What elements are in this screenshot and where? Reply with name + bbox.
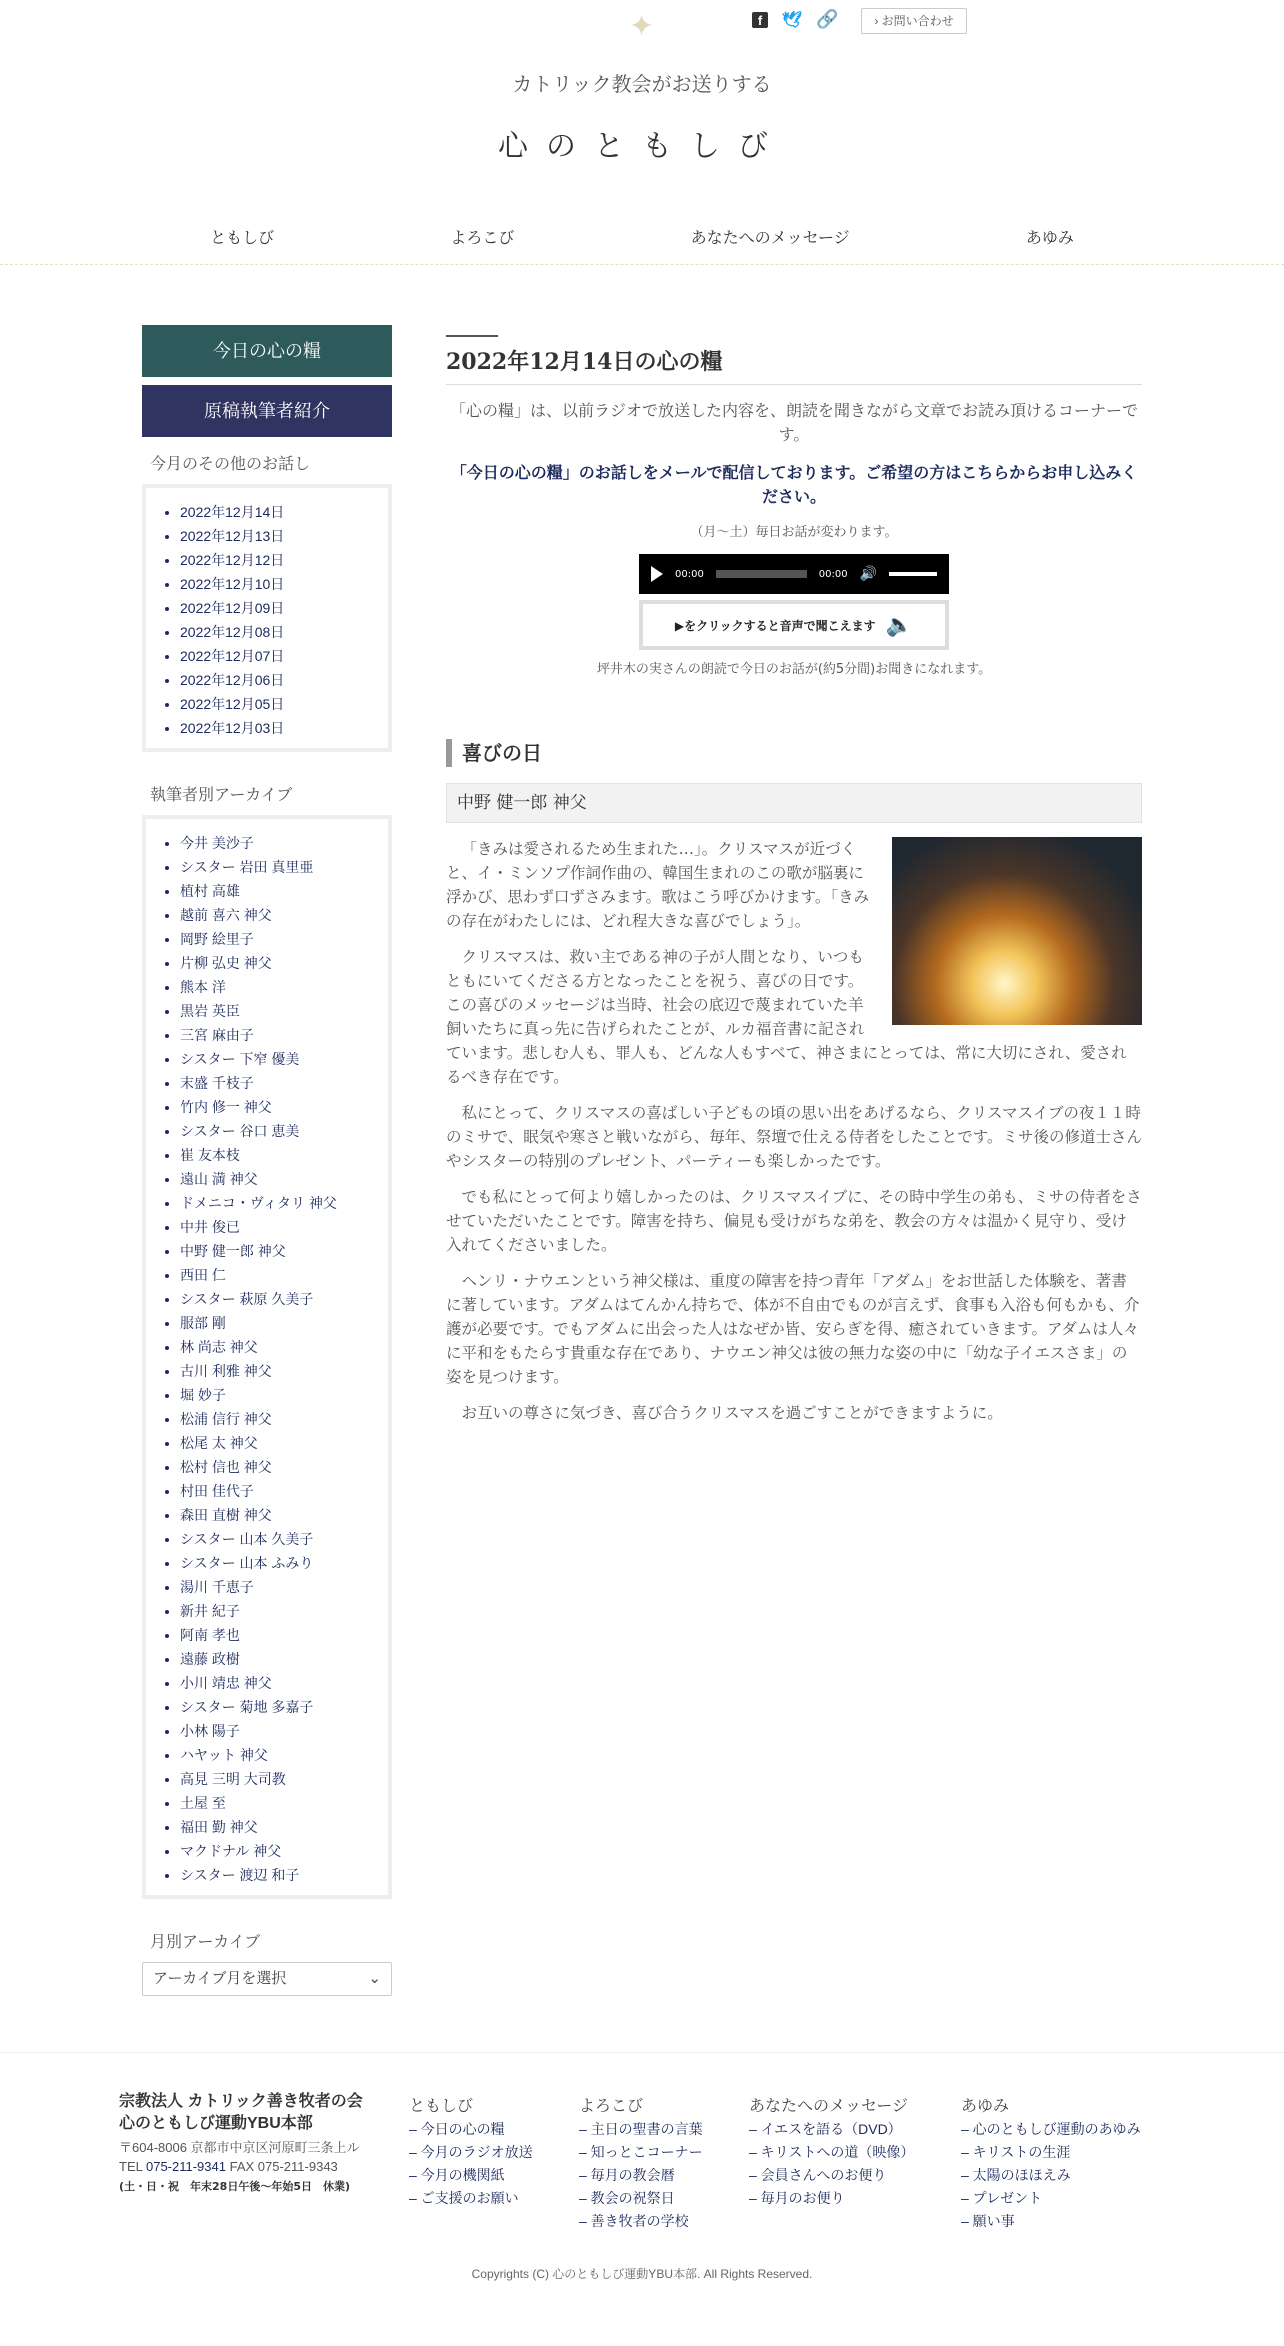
writer-link[interactable]: • 堀 妙子 <box>180 1383 388 1407</box>
footer-link[interactable]: – プレゼント <box>961 2190 1043 2206</box>
nav-yorokobi[interactable]: よろこび <box>450 230 515 247</box>
paragraph: クリスマスは、救い主である神の子が人間となり、いつもともにいてくださる方となったことを祝う、喜びの日です。この喜びのメッセージは当時、社会の底辺で蔑まれていた羊飼いたちに真っ先に告げられたことが、ルカ福音書に記されています。悲しむ人も、罪人も、どんな人もすべて、神さまにとっては、常に大切にされ、愛されるべき存在です。 <box>446 948 1127 1086</box>
writer-link[interactable]: • 熊本 洋 <box>180 975 388 999</box>
footer <box>0 2052 1284 2229</box>
chevron-down-icon: ⌄ <box>368 1970 381 1987</box>
writer-link[interactable]: • 松尾 太 神父 <box>180 1431 388 1455</box>
play-icon[interactable] <box>651 566 663 582</box>
author-name: 中野 健一郎 神父 <box>446 783 1142 823</box>
writer-list-box <box>142 815 392 1899</box>
footer-link[interactable]: – イエスを語る（DVD） <box>749 2121 902 2137</box>
writer-link[interactable]: • 崔 友本枝 <box>180 1143 388 1167</box>
month-select-value: アーカイブ月を選択 <box>153 1970 287 1987</box>
article <box>446 325 1142 1996</box>
writer-link[interactable]: • シスター 岩田 真里亜 <box>180 855 388 879</box>
footer-links <box>579 2118 749 2233</box>
org-name-2: 心のともしび運動YBU本部 <box>119 2115 313 2132</box>
writer-link[interactable]: • 新井 紀子 <box>180 1599 388 1623</box>
writer-link[interactable]: • 松浦 信行 神父 <box>180 1407 388 1431</box>
footer-link[interactable]: – 善き牧者の学校 <box>579 2213 689 2229</box>
writer-link[interactable]: • 西田 仁 <box>180 1263 388 1287</box>
paragraph: 私にとって、クリスマスの喜ばしい子どもの頃の思い出をあげるなら、クリスマスイブの夜１１時のミサで、眠気や寒さと戦いながら、毎年、祭壇で仕える侍者をしたことです。ミサ後の修道士さんやシスターの特別のプレゼント、パーティーも楽しかったです。 <box>446 1104 1142 1170</box>
fax: FAX 075-211-9343 <box>229 2159 338 2174</box>
writer-link[interactable]: • 三宮 麻由子 <box>180 1023 388 1047</box>
twitter-icon[interactable]: 🕊 <box>782 10 803 29</box>
listen-label: ▶をクリックすると音声で聞こえます <box>674 618 876 633</box>
content-wrap <box>142 325 1142 1996</box>
global-nav <box>122 225 1162 248</box>
article-body <box>446 837 1142 1425</box>
site-subtitle: カトリック教会がお送りする <box>512 72 772 96</box>
footer-link[interactable]: – 太陽のほほえみ <box>961 2167 1071 2183</box>
writer-link[interactable]: • 岡野 絵里子 <box>180 927 388 951</box>
writer-link[interactable]: • シスター 萩原 久美子 <box>180 1287 388 1311</box>
writer-heading: 執筆者別アーカイブ <box>150 787 293 804</box>
listen-button[interactable] <box>639 600 949 650</box>
footer-link[interactable]: – 願い事 <box>961 2213 1015 2229</box>
writer-link[interactable]: • 小林 陽子 <box>180 1719 388 1743</box>
site-title[interactable]: 心のともしび <box>498 129 786 164</box>
nav-ayumi[interactable]: あゆみ <box>1025 230 1074 247</box>
footer-column-title[interactable]: よろこび <box>579 2098 644 2115</box>
footer-links <box>749 2118 961 2210</box>
writer-link[interactable]: • シスター 渡辺 和子 <box>180 1863 388 1887</box>
writer-link[interactable]: • 福田 勤 神父 <box>180 1815 388 1839</box>
org-tel <box>119 2159 409 2174</box>
footer-link[interactable]: – 毎月の教会暦 <box>579 2167 675 2183</box>
days-note: （月～土）毎日お話が変わります。 <box>690 525 898 540</box>
footer-link[interactable]: – 教会の祝祭日 <box>579 2190 675 2206</box>
writer-link[interactable]: • 片柳 弘史 神父 <box>180 951 388 975</box>
footer-links <box>961 2118 1161 2233</box>
writer-link[interactable]: • ハヤット 神父 <box>180 1743 388 1767</box>
other-date-link[interactable]: • 2022年12月06日 <box>180 668 388 692</box>
other-date-link[interactable]: • 2022年12月05日 <box>180 692 388 716</box>
other-list-box <box>142 484 392 752</box>
tel-number[interactable]: 075-211-9341 <box>145 2159 226 2174</box>
audio-player <box>639 554 949 594</box>
writer-link[interactable]: • 植村 高雄 <box>180 879 388 903</box>
writer-link[interactable]: • 土屋 至 <box>180 1791 388 1815</box>
footer-link[interactable]: – 今月のラジオ放送 <box>409 2144 533 2160</box>
footer-column-title[interactable]: あゆみ <box>961 2098 1010 2115</box>
total-time: 00:00 <box>818 568 848 580</box>
other-date-link[interactable]: • 2022年12月14日 <box>180 500 388 524</box>
footer-link[interactable]: – 会員さんへのお便り <box>749 2167 887 2183</box>
nativity-image <box>892 837 1142 1025</box>
writer-link[interactable]: • 林 尚志 神父 <box>180 1335 388 1359</box>
mail-link[interactable]: 「今日の心の糧」のお話しをメールで配信しております。ご希望の方はこちらからお申し込みください。 <box>450 463 1138 506</box>
footer-inner <box>119 2091 1161 2233</box>
writers-button[interactable]: 原稿執筆者紹介 <box>142 385 392 437</box>
other-date-link[interactable]: • 2022年12月03日 <box>180 716 388 740</box>
footer-link[interactable]: – 知っとこコーナー <box>579 2144 703 2160</box>
paragraph: ヘンリ・ナウエンという神父様は、重度の障害を持つ青年「アダム」をお世話した体験を、著書に著しています。アダムはてんかん持ちで、体が不自由でものが言えず、食事も入浴も何もかも、介護が必要です。でもアダムに出会った人はなぜか皆、安らぎを得、癒されていきます。アダムは人々に平和をもたらす貴重な存在であり、ナウエン神父は彼の無力な姿の中に「幼な子イエスさま」の姿を見つけます。 <box>446 1272 1140 1386</box>
cross-icon: ✦ <box>629 9 655 44</box>
writer-link[interactable]: • 松村 信也 神父 <box>180 1455 388 1479</box>
writer-link[interactable]: • 小川 靖忠 神父 <box>180 1671 388 1695</box>
nav-tomoshibi[interactable]: ともしび <box>210 230 275 247</box>
section-title: 喜びの日 <box>446 739 1142 767</box>
footer-link[interactable]: – キリストへの道（映像） <box>749 2144 915 2160</box>
paragraph: でも私にとって何より嬉しかったのは、クリスマスイブに、その時中学生の弟も、ミサの侍者をさせていただいたことです。障害を持ち、偏見も受けがちな弟を、教会の方々は温かく見守り、受け入れてくださいました。 <box>446 1188 1142 1254</box>
other-date-link[interactable]: • 2022年12月12日 <box>180 548 388 572</box>
footer-columns <box>409 2091 1161 2233</box>
writer-link[interactable]: • シスター 下窄 優美 <box>180 1047 388 1071</box>
writer-link[interactable]: • 今井 美沙子 <box>180 831 388 855</box>
paragraph: お互いの尊さに気づき、喜び合うクリスマスを過ごすことができますように。 <box>461 1404 1003 1422</box>
month-heading: 月別アーカイブ <box>150 1934 261 1951</box>
footer-link[interactable]: – 今月の機関紙 <box>409 2167 505 2183</box>
writer-link[interactable]: • 越前 喜六 神父 <box>180 903 388 927</box>
writer-link[interactable]: • 湯川 千恵子 <box>180 1575 388 1599</box>
social-links <box>752 9 839 30</box>
nav-message[interactable]: あなたへのメッセージ <box>690 230 850 247</box>
contact-button[interactable]: › お問い合わせ <box>861 8 967 34</box>
writer-link[interactable]: • 竹内 修一 神父 <box>180 1095 388 1119</box>
footer-column <box>409 2091 579 2233</box>
article-intro: 「心の糧」は、以前ラジオで放送した内容を、朗読を聞きながら文章でお読み頂けるコーナーです。 <box>449 401 1138 444</box>
facebook-icon[interactable]: f <box>752 12 768 28</box>
other-date-link[interactable]: • 2022年12月13日 <box>180 524 388 548</box>
paragraph: 「きみは愛されるため生まれた…」。クリスマスが近づくと、イ・ミンソプ作詞作曲の、韓国生まれのこの歌が脳裏に浮かび、思わず口ずさみます。歌はこう呼びかけます。「きみの存在がわたしには、どれ程大きな喜びでしょう」。 <box>446 840 870 930</box>
writer-link[interactable]: • 高見 三明 大司教 <box>180 1767 388 1791</box>
title-dash <box>446 335 498 337</box>
volume-slider[interactable] <box>889 572 937 576</box>
writer-link[interactable]: • 中井 俊已 <box>180 1215 388 1239</box>
footer-column <box>749 2091 961 2233</box>
org-address: 〒604-8006 京都市中京区河原町三条上ル <box>119 2140 360 2155</box>
other-heading: 今月のその他のお話し <box>150 456 311 473</box>
writer-link[interactable]: • シスター 山本 久美子 <box>180 1527 388 1551</box>
footer-link[interactable]: – キリストの生涯 <box>961 2144 1071 2160</box>
footer-column <box>579 2091 749 2233</box>
org-hours: (土・日・祝 年末28日午後〜年始5日 休業) <box>119 2180 351 2193</box>
footer-column-title[interactable]: あなたへのメッセージ <box>749 2098 909 2115</box>
writer-link[interactable]: • 阿南 孝也 <box>180 1623 388 1647</box>
article-title: 2022年12月14日の心の糧 <box>446 345 1142 385</box>
writer-link[interactable]: • 黒岩 英臣 <box>180 999 388 1023</box>
current-time: 00:00 <box>675 568 704 580</box>
footer-column-title[interactable]: ともしび <box>409 2098 474 2115</box>
footer-column <box>961 2091 1161 2233</box>
seek-bar[interactable] <box>716 570 807 578</box>
writer-link[interactable]: • 中野 健一郎 神父 <box>180 1239 388 1263</box>
reader-note: 坪井木の実さんの朗読で今日のお話が(約5分間)お聞きになれます。 <box>596 662 992 677</box>
footer-link[interactable]: – 心のともしび運動のあゆみ <box>961 2121 1141 2137</box>
other-date-link[interactable]: • 2022年12月08日 <box>180 620 388 644</box>
footer-link[interactable]: – ご支援のお願い <box>409 2190 519 2206</box>
other-date-link[interactable]: • 2022年12月07日 <box>180 644 388 668</box>
other-date-link[interactable]: • 2022年12月10日 <box>180 572 388 596</box>
footer-link[interactable]: – 毎月のお便り <box>749 2190 845 2206</box>
speaker-icon: 🔈 <box>885 612 914 638</box>
writer-list <box>180 831 388 1887</box>
writer-link[interactable]: • シスター 菊地 多嘉子 <box>180 1695 388 1719</box>
sidebar <box>142 325 392 1996</box>
writer-link[interactable]: • 森田 直樹 神父 <box>180 1503 388 1527</box>
writer-link[interactable]: • 遠山 満 神父 <box>180 1167 388 1191</box>
contact-label: お問い合わせ <box>881 14 954 28</box>
writer-link[interactable]: • 末盛 千枝子 <box>180 1071 388 1095</box>
writer-link[interactable]: • 服部 剛 <box>180 1311 388 1335</box>
writer-link[interactable]: • マクドナル 神父 <box>180 1839 388 1863</box>
writer-link[interactable]: • シスター 谷口 恵美 <box>180 1119 388 1143</box>
writer-link[interactable]: • シスター 山本 ふみり <box>180 1551 388 1575</box>
topbar <box>0 0 1284 60</box>
volume-icon[interactable]: 🔊 <box>859 566 877 582</box>
footer-link[interactable]: – 今日の心の糧 <box>409 2121 505 2137</box>
org-info <box>119 2091 409 2233</box>
month-select[interactable] <box>142 1962 392 1996</box>
footer-links <box>409 2118 579 2210</box>
footer-link[interactable]: – 主日の聖書の言葉 <box>579 2121 703 2137</box>
link-icon[interactable]: 🔗 <box>816 9 839 30</box>
copyright: Copyrights (C) 心のともしび運動YBU本部. All Rights Reserved. <box>471 2267 813 2281</box>
tel-label: TEL <box>119 2159 143 2174</box>
writer-link[interactable]: • 村田 佳代子 <box>180 1479 388 1503</box>
other-date-link[interactable]: • 2022年12月09日 <box>180 596 388 620</box>
nav-divider <box>0 264 1284 265</box>
writer-link[interactable]: • 遠藤 政樹 <box>180 1647 388 1671</box>
org-name-1: 宗教法人 カトリック善き牧者の会 <box>119 2093 363 2110</box>
other-list <box>180 500 388 740</box>
writer-link[interactable]: • 古川 利雅 神父 <box>180 1359 388 1383</box>
today-button[interactable]: 今日の心の糧 <box>142 325 392 377</box>
writer-link[interactable]: • ドメニコ・ヴィタリ 神父 <box>180 1191 388 1215</box>
